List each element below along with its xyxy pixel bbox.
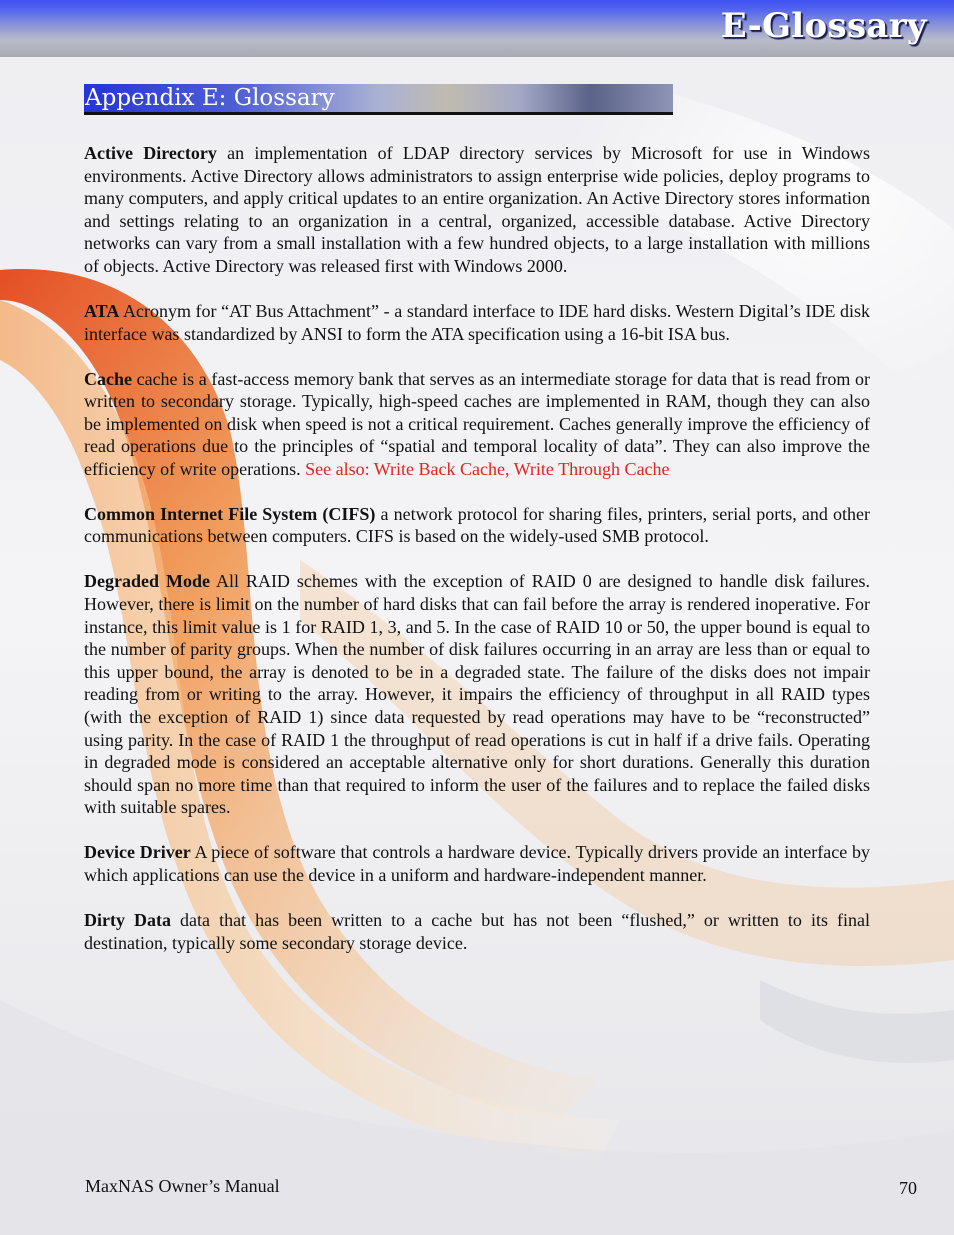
glossary-entry: [84, 503, 870, 548]
glossary-entry: [84, 841, 870, 886]
glossary-entry: [84, 368, 870, 481]
glossary-term: Active Directory: [84, 143, 217, 163]
glossary-definition: data that has been written to a cache but has not been “flushed,” or written to its final destination, typically some secondary storage device.: [84, 909, 870, 953]
glossary-term: ATA: [84, 300, 120, 321]
glossary-term: Common Internet File System (CIFS): [84, 503, 376, 524]
glossary-definition: All RAID schemes with the exception of RAID 0 are designed to handle disk failures. However, there is limit on the number of hard disks that can fail before the array is rendered inoperative. For instance, this limit value is 1 for RAID 1, 3, and 5. In the case of RAID 10 or 50, the upper bound is equal to the number of parity groups. When the number of disk failures occurring in an array are less than or equal to this upper bound, the array is denoted to be in a degraded state. The failure of the disks does not impair reading from or writing to the array. However, it impairs the efficiency of throughput in all RAID types (with the exception of RAID 1) since data requested by read operations may have to be “reconstructed” using parity. In the case of RAID 1 the throughput of read operations is cut in half if a drive fails. Operating in degraded mode is considered an acceptable alternative only for short durations. Generally this duration should span no more time than that required to inform the user of the failures and to replace the failed disks with suitable spares.: [84, 571, 871, 818]
glossary-definition: Acronym for “AT Bus Attachment” - a standard interface to IDE hard disks. Western Digital’s IDE disk interface was standardized by ANSI to form the ATA specification using a 16-bit ISA bus.: [84, 300, 870, 344]
glossary-term: Dirty Data: [84, 909, 172, 930]
glossary-entry: [84, 300, 870, 345]
footer-page-number: 70: [899, 1178, 917, 1198]
glossary-definition: an implementation of LDAP directory services by Microsoft for use in Windows environments. Active Directory allows administrators to assign enterprise wide policies, deploy programs to many computers, and apply critical updates to an entire organization. An Active Directory stores information and settings relating to an organization in a central, organized, accessible database. Active Directory networks can vary from a small installation with a few hundred objects, to a large installation with millions of objects. Active Directory was released first with Windows 2000.: [84, 143, 871, 276]
glossary-entry: [84, 909, 870, 954]
glossary-definition: A piece of software that controls a hardware device. Typically drivers provide an interface by which applications can use the device in a uniform and hardware-independent manner.: [84, 842, 871, 885]
glossary-entry: [84, 570, 870, 819]
glossary-entry: [84, 142, 870, 278]
footer-manual-name: MaxNAS Owner’s Manual: [85, 1176, 280, 1196]
section-title: Appendix E: Glossary: [85, 85, 335, 111]
glossary-content: [84, 142, 870, 977]
glossary-term: Cache: [84, 368, 132, 389]
see-also-link[interactable]: See also: Write Back Cache, Write Through Cache: [305, 458, 670, 479]
glossary-term: Device Driver: [84, 842, 191, 863]
page-header-title: E-Glossary: [720, 6, 927, 46]
glossary-term: Degraded Mode: [84, 571, 210, 592]
glossary-definition: a network protocol for sharing files, printers, serial ports, and other communications between computers. CIFS is based on the widely-used SMB protocol.: [84, 503, 870, 547]
glossary-definition: cache is a fast-access memory bank that serves as an intermediate storage for data that is read from or written to secondary storage. Typically, high-speed caches are implemented in RAM, though they can also be implemented on disk when speed is not a critical requirement. Caches generally improve the efficiency of read operations due to the principles of “spatial and temporal locality of data”. They can also improve the efficiency of write operations.: [84, 368, 870, 479]
section-title-banner: [84, 84, 673, 115]
